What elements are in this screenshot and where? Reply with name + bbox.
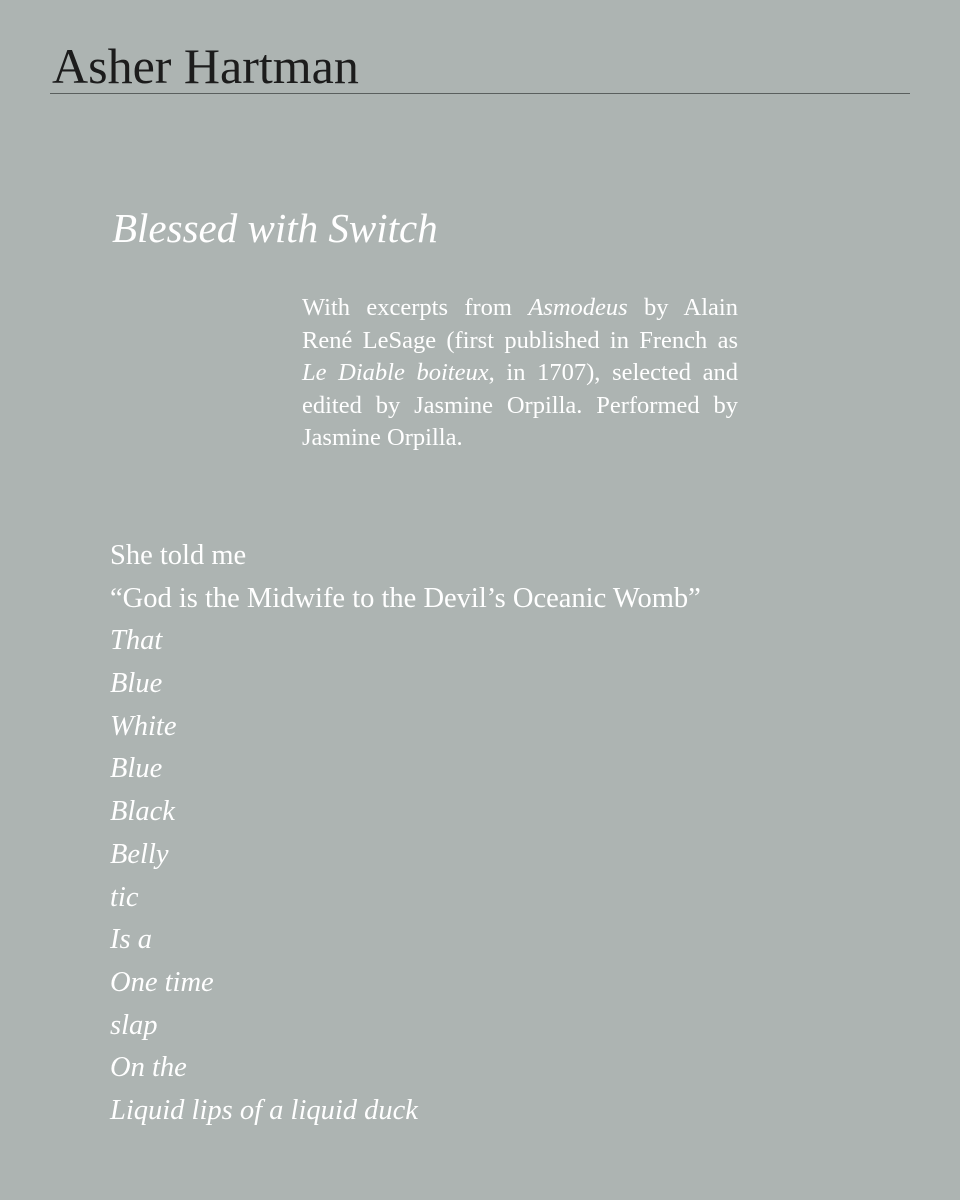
note-text-2: by Alain René LeSage (first published in French as [302, 294, 738, 354]
note-original-title: Le Diable boiteux [302, 359, 489, 386]
poem-line: Black [110, 796, 175, 828]
poem-line: White [110, 710, 177, 742]
poem-line: tic [110, 881, 139, 913]
poem-line: “God is the Midwife to the Devil’s Oceanic Womb” [110, 582, 701, 614]
poem-line: Blue [110, 668, 163, 700]
poem-line: She told me [110, 540, 247, 571]
poem-line: On the [110, 1052, 187, 1084]
note-text-1: With excerpts from [302, 294, 529, 321]
header-divider [50, 93, 910, 94]
poem-line: One time [110, 966, 214, 998]
poem-line: Is a [110, 924, 152, 956]
poem-line: That [110, 625, 163, 657]
excerpt-note [302, 292, 738, 455]
poem-line: Blue [110, 753, 163, 785]
poem-line: Belly [110, 838, 169, 870]
author-name: Asher Hartman [52, 38, 359, 94]
poem-line: Liquid lips of a liquid duck [110, 1094, 418, 1126]
poem-body [110, 535, 701, 1133]
work-title: Blessed with Switch [112, 205, 438, 251]
poem-line: slap [110, 1009, 158, 1041]
note-book-title: Asmodeus [528, 294, 628, 321]
note-text-3: , in 1707), selected and edited by Jasmine Orpilla. Performed by Jasmine Orpilla. [302, 359, 738, 451]
